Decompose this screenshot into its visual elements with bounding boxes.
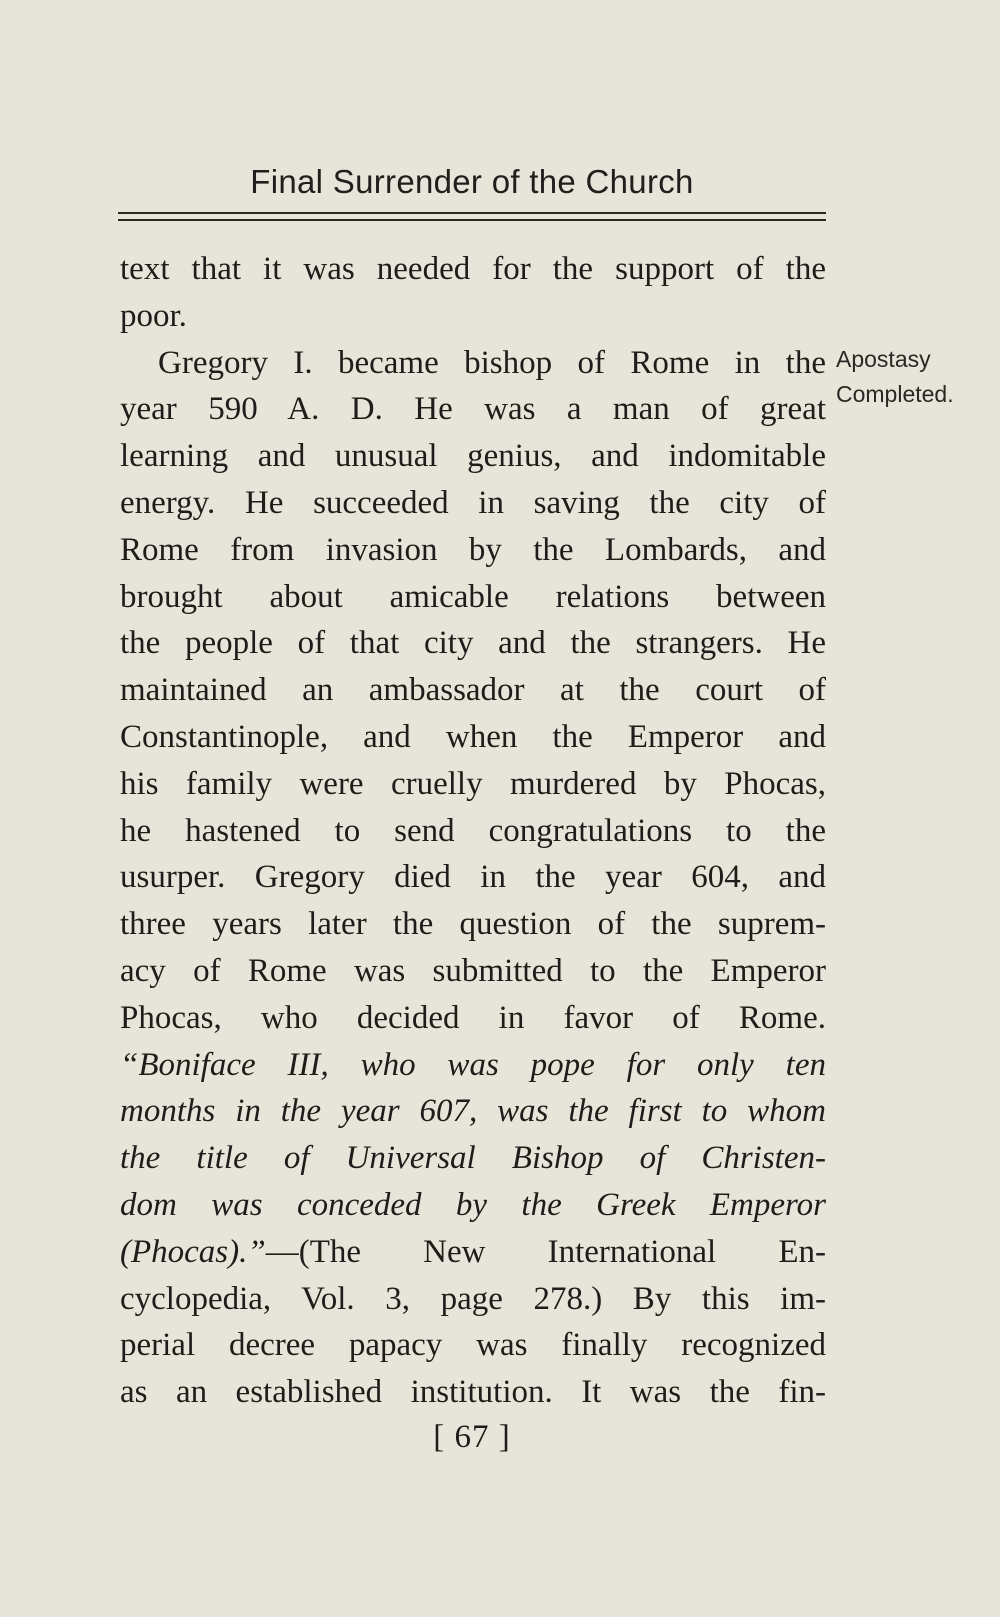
text-line: perial decree papacy was finally recognized xyxy=(120,1327,826,1364)
header-rule-upper xyxy=(118,212,826,214)
text-line: his family were cruelly murdered by Phocas, xyxy=(120,765,826,802)
text-line: Constantinople, and when the Emperor and xyxy=(120,718,826,755)
page-number: [ 67 ] xyxy=(433,1419,511,1455)
text-line: learning and unusual genius, and indomitable xyxy=(120,438,826,475)
citation-start: —(The New International En- xyxy=(265,1233,826,1270)
text-line: as an established institution. It was the fin- xyxy=(120,1374,826,1411)
text-line: the people of that city and the strangers. He xyxy=(120,625,826,662)
body-text xyxy=(120,246,826,1416)
page-title: Final Surrender of the Church xyxy=(250,163,694,200)
quote-line: months in the year 607, was the first to whom xyxy=(120,1093,826,1130)
text-line: poor. xyxy=(120,297,187,334)
text-line: usurper. Gregory died in the year 604, and xyxy=(120,859,826,896)
quote-end: (Phocas).” xyxy=(120,1233,266,1270)
text-line: cyclopedia, Vol. 3, page 278.) By this im- xyxy=(120,1280,826,1317)
margin-note-line-2: Completed. xyxy=(836,381,954,407)
text-line: Gregory I. became bishop of Rome in the xyxy=(158,344,826,381)
text-line: text that it was needed for the support of the xyxy=(120,251,826,287)
text-line: Phocas, who decided in favor of Rome. xyxy=(120,999,826,1036)
text-line: energy. He succeeded in saving the city of xyxy=(120,484,826,521)
quote-line: dom was conceded by the Greek Emperor xyxy=(120,1186,826,1223)
text-line: three years later the question of the suprem- xyxy=(120,906,826,943)
quote-line: “Boniface III, who was pope for only ten xyxy=(120,1046,826,1083)
quote-line: the title of Universal Bishop of Christen- xyxy=(120,1140,826,1177)
text-line: he hastened to send congratulations to the xyxy=(120,812,826,849)
header-rule-lower xyxy=(118,219,826,221)
text-line: year 590 A. D. He was a man of great xyxy=(120,391,826,428)
text-line: Rome from invasion by the Lombards, and xyxy=(120,531,826,568)
citation-line xyxy=(120,1229,826,1276)
text-line: maintained an ambassador at the court of xyxy=(120,672,826,709)
text-line: acy of Rome was submitted to the Emperor xyxy=(120,952,826,989)
text-line: brought about amicable relations between xyxy=(120,578,826,615)
margin-note-line-1: Apostasy xyxy=(836,346,931,372)
